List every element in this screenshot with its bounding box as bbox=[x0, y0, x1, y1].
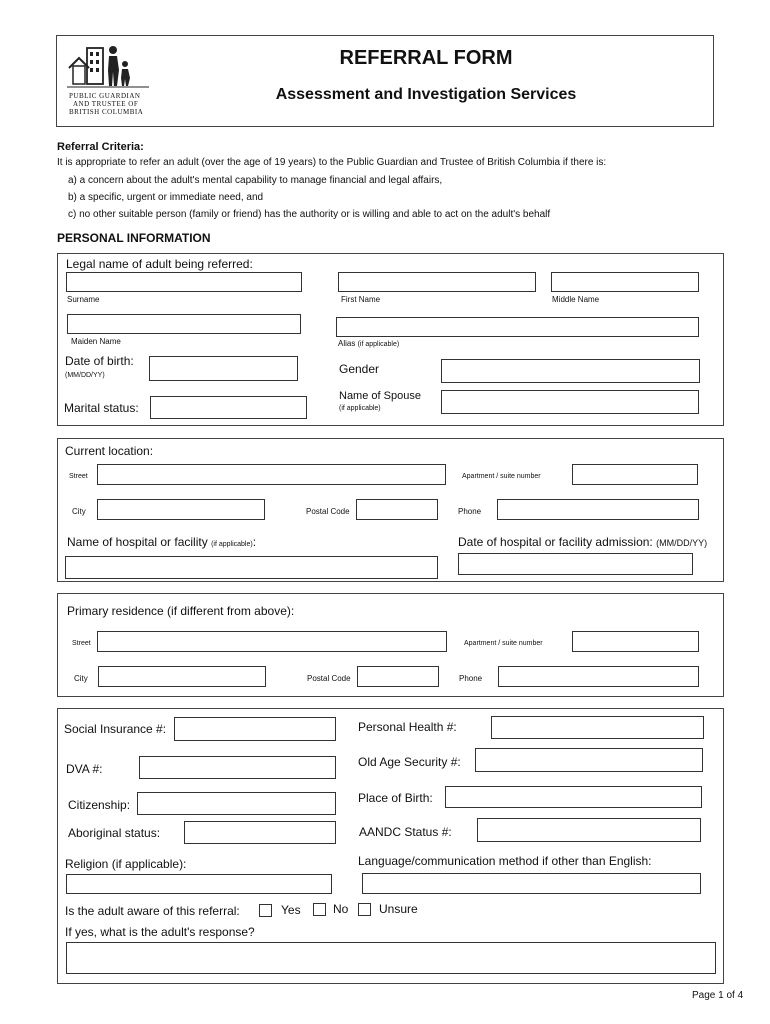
loc-city-label: City bbox=[72, 507, 86, 516]
aboriginal-label: Aboriginal status: bbox=[68, 826, 161, 840]
religion-field[interactable] bbox=[66, 874, 332, 894]
sin-label: Social Insurance #: bbox=[64, 722, 167, 736]
logo-line-3: BRITISH COLUMBIA bbox=[69, 108, 144, 116]
res-phone-label: Phone bbox=[459, 674, 483, 683]
language-field[interactable] bbox=[362, 873, 701, 894]
religion-label: Religion (if applicable): bbox=[65, 857, 187, 871]
res-phone-field[interactable] bbox=[498, 666, 699, 687]
aware-no-checkbox[interactable] bbox=[313, 903, 326, 916]
loc-phone-field[interactable] bbox=[497, 499, 699, 520]
res-city-field[interactable] bbox=[98, 666, 266, 687]
loc-street-field[interactable] bbox=[97, 464, 446, 485]
dob-field[interactable] bbox=[149, 356, 298, 381]
admission-format: (MM/DD/YY) bbox=[656, 538, 708, 548]
surname-field[interactable] bbox=[66, 272, 302, 292]
surname-label: Surname bbox=[67, 295, 100, 304]
dob-format: (MM/DD/YY) bbox=[65, 372, 105, 379]
criteria-intro: It is appropriate to refer an adult (over the age of 19 years) to the Public Guardian and Trustee of British Columbia if there is: bbox=[57, 157, 607, 168]
loc-apt-label: Apartment / suite number bbox=[462, 473, 541, 480]
aware-unsure-checkbox[interactable] bbox=[358, 903, 371, 916]
response-label: If yes, what is the adult's response? bbox=[65, 925, 255, 939]
aware-label: Is the adult aware of this referral: bbox=[65, 904, 240, 918]
admission-label bbox=[458, 535, 707, 549]
loc-street-label: Street bbox=[69, 473, 88, 480]
oas-field[interactable] bbox=[475, 748, 703, 772]
spouse-label: Name of Spouse bbox=[339, 390, 421, 402]
dva-field[interactable] bbox=[139, 756, 336, 779]
aware-yes-checkbox[interactable] bbox=[259, 904, 272, 917]
logo-line-1: PUBLIC GUARDIAN bbox=[69, 92, 141, 100]
dva-label: DVA #: bbox=[66, 762, 103, 776]
marital-status-label: Marital status: bbox=[64, 401, 139, 415]
gender-field[interactable] bbox=[441, 359, 700, 383]
alias-text: Alias bbox=[338, 339, 356, 348]
middle-name-label: Middle Name bbox=[552, 295, 600, 304]
alias-label bbox=[338, 339, 399, 348]
dob-label: Date of birth: bbox=[65, 354, 134, 368]
loc-postal-field[interactable] bbox=[356, 499, 438, 520]
marital-status-field[interactable] bbox=[150, 396, 307, 419]
hospital-text: Name of hospital or facility bbox=[67, 535, 208, 549]
spouse-note: (if applicable) bbox=[339, 405, 381, 412]
loc-postal-label: Postal Code bbox=[306, 507, 350, 516]
aware-unsure-label: Unsure bbox=[379, 902, 418, 916]
res-city-label: City bbox=[74, 674, 88, 683]
aandc-label: AANDC Status #: bbox=[359, 825, 452, 839]
res-street-label: Street bbox=[72, 640, 91, 647]
personal-info-heading: PERSONAL INFORMATION bbox=[57, 231, 211, 245]
hospital-label bbox=[67, 535, 256, 549]
res-street-field[interactable] bbox=[97, 631, 447, 652]
res-apt-label: Apartment / suite number bbox=[464, 640, 543, 647]
citizenship-label: Citizenship: bbox=[68, 798, 131, 812]
hospital-field[interactable] bbox=[65, 556, 438, 579]
criteria-heading: Referral Criteria: bbox=[57, 141, 144, 153]
aandc-field[interactable] bbox=[477, 818, 701, 842]
res-apt-field[interactable] bbox=[572, 631, 699, 652]
aware-yes-label: Yes bbox=[281, 903, 301, 917]
page-number: Page 1 of 4 bbox=[692, 990, 744, 1001]
phn-field[interactable] bbox=[491, 716, 704, 739]
middle-name-field[interactable] bbox=[551, 272, 699, 292]
res-postal-label: Postal Code bbox=[307, 674, 351, 683]
loc-phone-label: Phone bbox=[458, 507, 482, 516]
first-name-field[interactable] bbox=[338, 272, 536, 292]
alias-field[interactable] bbox=[336, 317, 699, 337]
alias-note: (if applicable) bbox=[357, 341, 400, 348]
maiden-name-label: Maiden Name bbox=[71, 337, 121, 346]
hospital-colon: : bbox=[252, 535, 257, 549]
pob-label: Place of Birth: bbox=[358, 791, 433, 805]
aware-no-label: No bbox=[333, 902, 349, 916]
aboriginal-field[interactable] bbox=[184, 821, 336, 844]
loc-apt-field[interactable] bbox=[572, 464, 698, 485]
criteria-item-a: a) a concern about the adult's mental capability to manage financial and legal affairs, bbox=[68, 175, 443, 186]
res-postal-field[interactable] bbox=[357, 666, 439, 687]
legal-name-label: Legal name of adult being referred: bbox=[66, 257, 253, 271]
form-subtitle: Assessment and Investigation Services bbox=[275, 86, 577, 103]
admission-text: Date of hospital or facility admission: bbox=[458, 535, 653, 549]
response-field[interactable] bbox=[66, 942, 716, 974]
language-label: Language/communication method if other than English: bbox=[358, 854, 652, 868]
spouse-field[interactable] bbox=[441, 390, 699, 414]
logo-line-2: AND TRUSTEE OF bbox=[73, 100, 139, 108]
gender-label: Gender bbox=[339, 362, 380, 376]
loc-city-field[interactable] bbox=[97, 499, 265, 520]
form-title: REFERRAL FORM bbox=[339, 47, 513, 69]
first-name-label: First Name bbox=[341, 295, 381, 304]
citizenship-field[interactable] bbox=[137, 792, 336, 815]
current-location-heading: Current location: bbox=[65, 444, 154, 458]
maiden-name-field[interactable] bbox=[67, 314, 301, 334]
primary-residence-heading: Primary residence (if different from above): bbox=[67, 604, 295, 618]
criteria-item-b: b) a specific, urgent or immediate need, and bbox=[68, 192, 264, 203]
hospital-note: (if applicable) bbox=[211, 541, 253, 548]
admission-date-field[interactable] bbox=[458, 553, 693, 575]
phn-label: Personal Health #: bbox=[358, 720, 457, 734]
criteria-item-c: c) no other suitable person (family or friend) has the authority or is willing and able to act on the adult's behalf bbox=[68, 209, 551, 220]
pob-field[interactable] bbox=[445, 786, 702, 808]
sin-field[interactable] bbox=[174, 717, 336, 741]
oas-label: Old Age Security #: bbox=[358, 755, 461, 769]
